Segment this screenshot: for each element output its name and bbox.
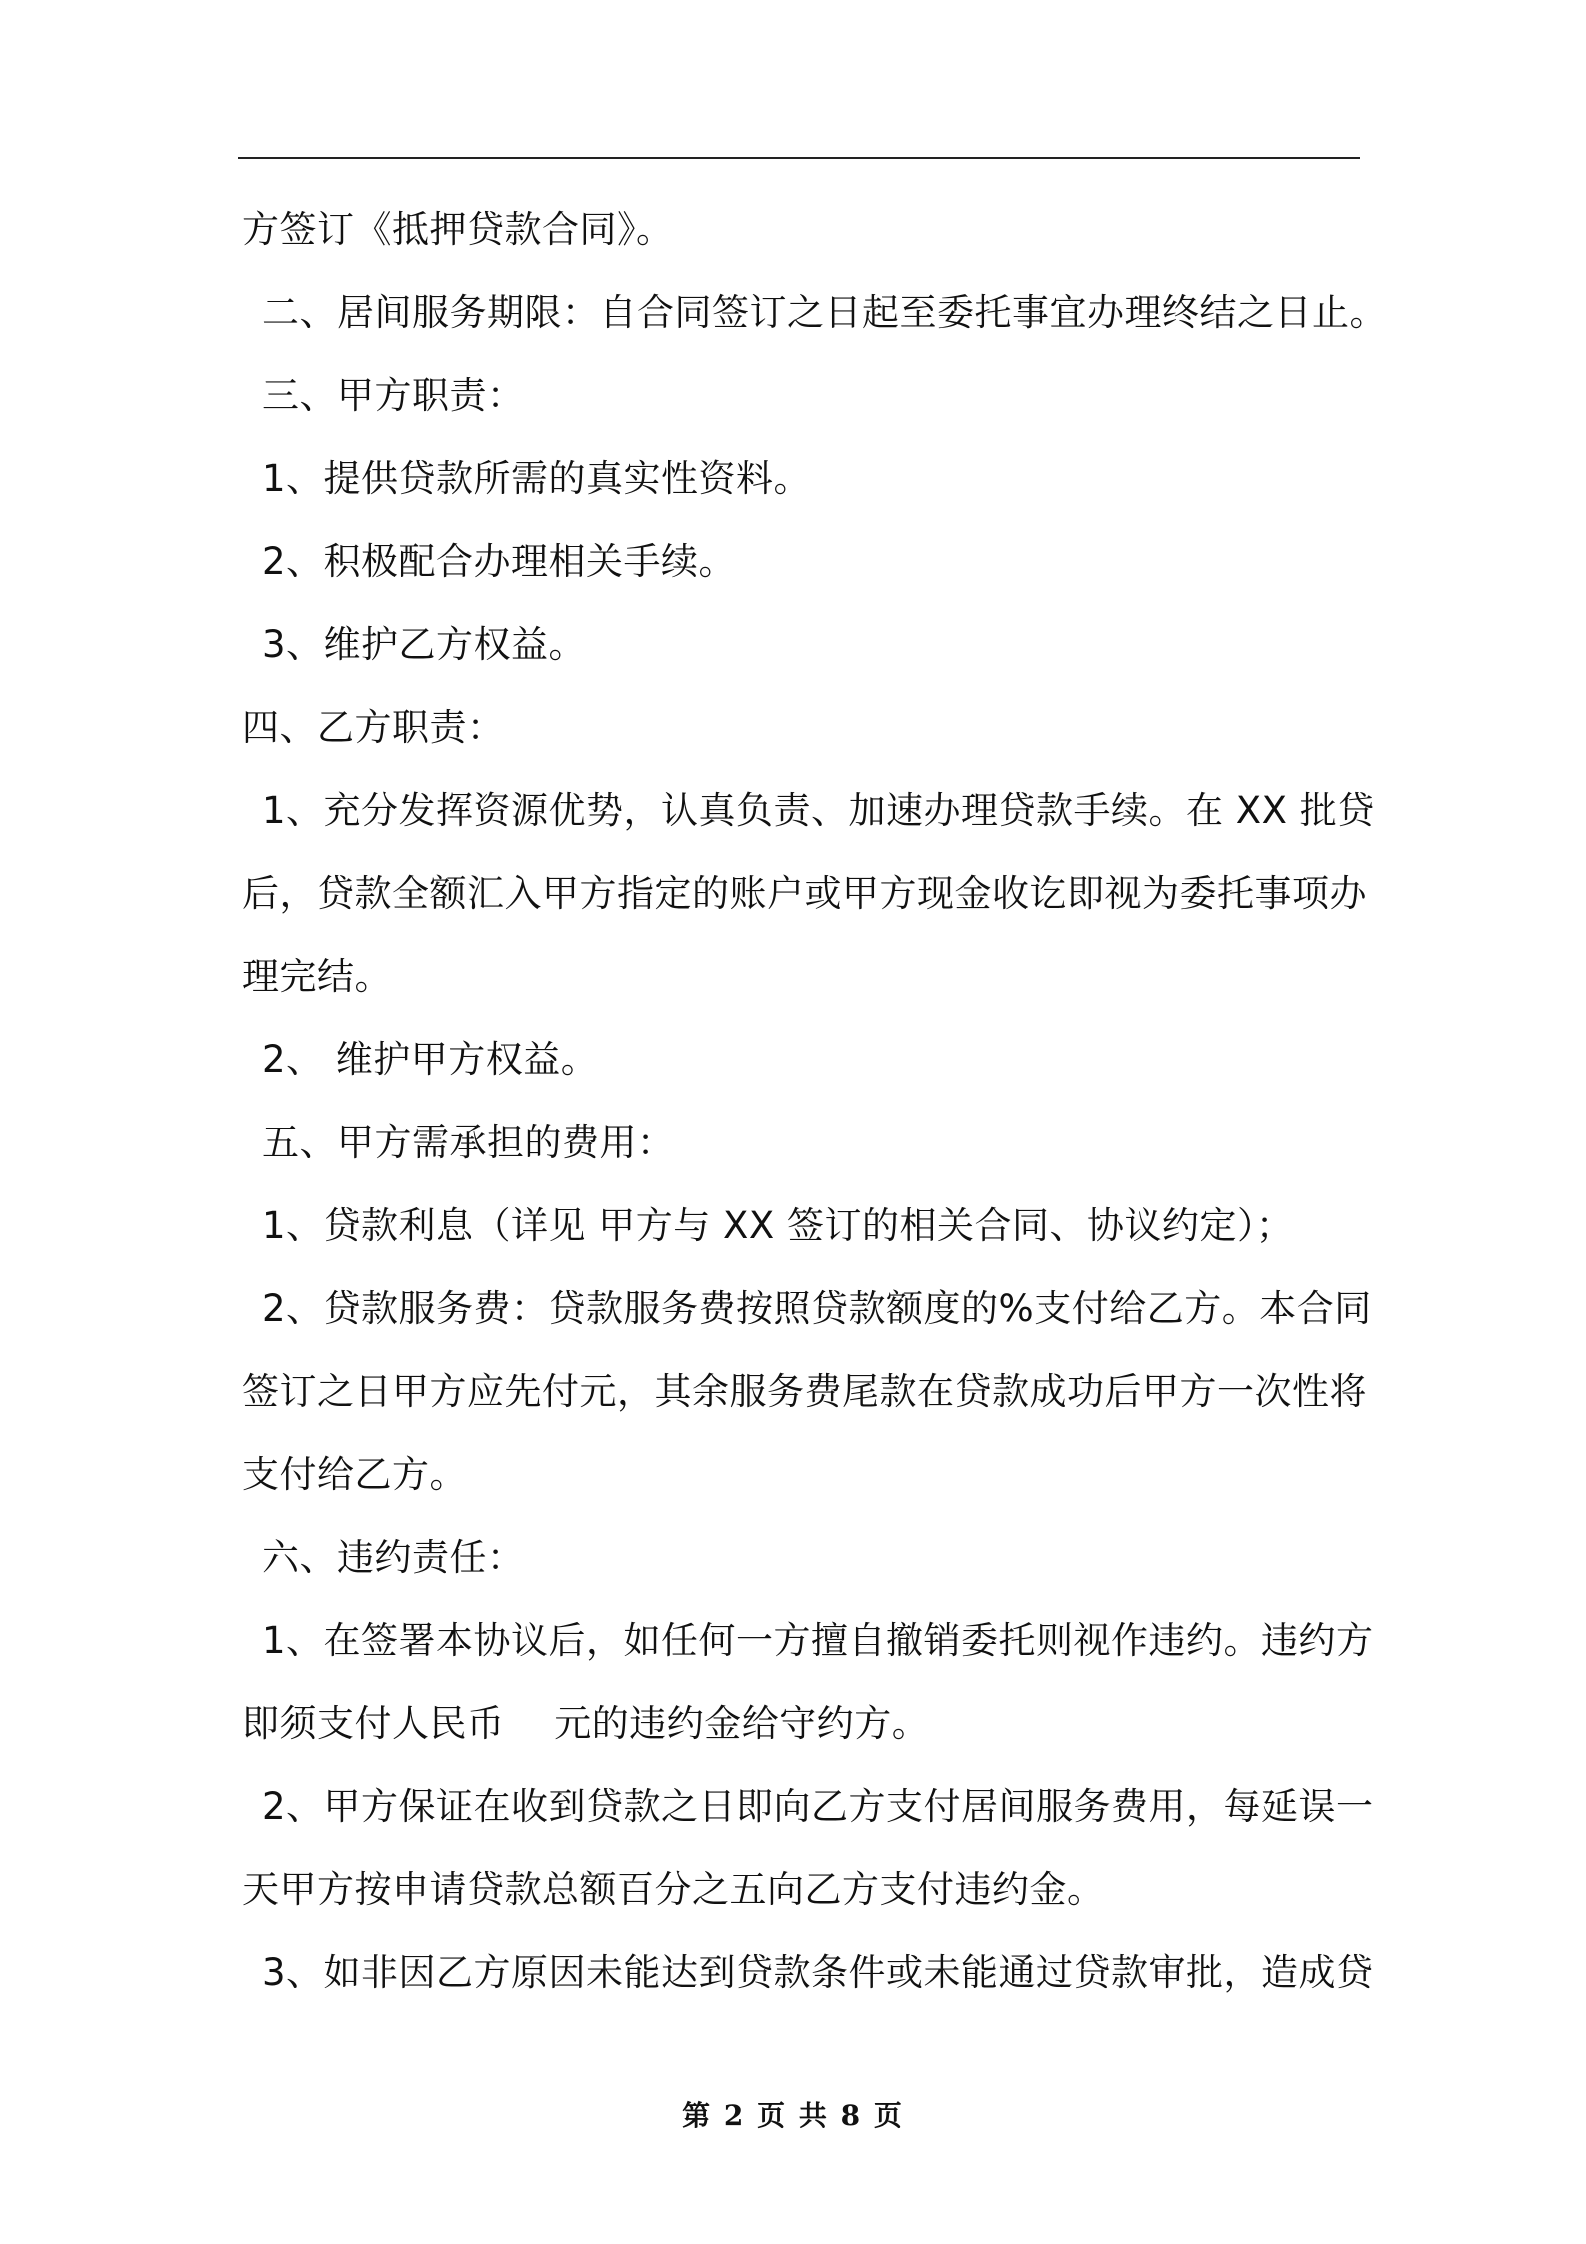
section-heading: 三、甲方职责： bbox=[262, 374, 525, 417]
page-number-footer: 第 2 页 共 8 页 bbox=[682, 2099, 904, 2132]
list-item: 2、甲方保证在收到贷款之日即向乙方支付居间服务费用，每延误一 bbox=[262, 1785, 1374, 1828]
header-divider bbox=[238, 157, 1360, 159]
list-item: 2、积极配合办理相关手续。 bbox=[262, 540, 737, 583]
section-heading: 二、居间服务期限：自合同签订之日起至委托事宜办理终结之日止。 bbox=[262, 291, 1387, 334]
list-item: 3、维护乙方权益。 bbox=[262, 623, 587, 666]
list-item: 1、贷款利息（详见 甲方与 XX 签订的相关合同、协议约定）； bbox=[262, 1204, 1294, 1247]
list-item: 1、在签署本协议后，如任何一方擅自撤销委托则视作违约。违约方 bbox=[262, 1619, 1374, 1662]
section-heading: 六、违约责任： bbox=[262, 1536, 525, 1579]
section-heading: 五、甲方需承担的费用： bbox=[262, 1121, 675, 1164]
section-heading: 四、乙方职责： bbox=[242, 706, 505, 749]
list-item: 2、 维护甲方权益。 bbox=[262, 1038, 599, 1081]
list-item: 3、如非因乙方原因未能达到贷款条件或未能通过贷款审批，造成贷 bbox=[262, 1951, 1374, 1994]
text-line: 方签订《抵押贷款合同》。 bbox=[242, 208, 674, 251]
text-line: 支付给乙方。 bbox=[242, 1453, 467, 1496]
text-line: 即须支付人民币 元的违约金给守约方。 bbox=[242, 1702, 930, 1745]
list-item: 1、提供贷款所需的真实性资料。 bbox=[262, 457, 812, 500]
text-line: 理完结。 bbox=[242, 955, 392, 998]
text-line: 后，贷款全额汇入甲方指定的账户或甲方现金收讫即视为委托事项办 bbox=[242, 872, 1367, 915]
list-item: 2、贷款服务费：贷款服务费按照贷款额度的%支付给乙方。本合同 bbox=[262, 1287, 1372, 1330]
text-line: 天甲方按申请贷款总额百分之五向乙方支付违约金。 bbox=[242, 1868, 1105, 1911]
list-item: 1、充分发挥资源优势，认真负责、加速办理贷款手续。在 XX 批贷 bbox=[262, 789, 1375, 832]
text-line: 签订之日甲方应先付元，其余服务费尾款在贷款成功后甲方一次性将 bbox=[242, 1370, 1367, 1413]
